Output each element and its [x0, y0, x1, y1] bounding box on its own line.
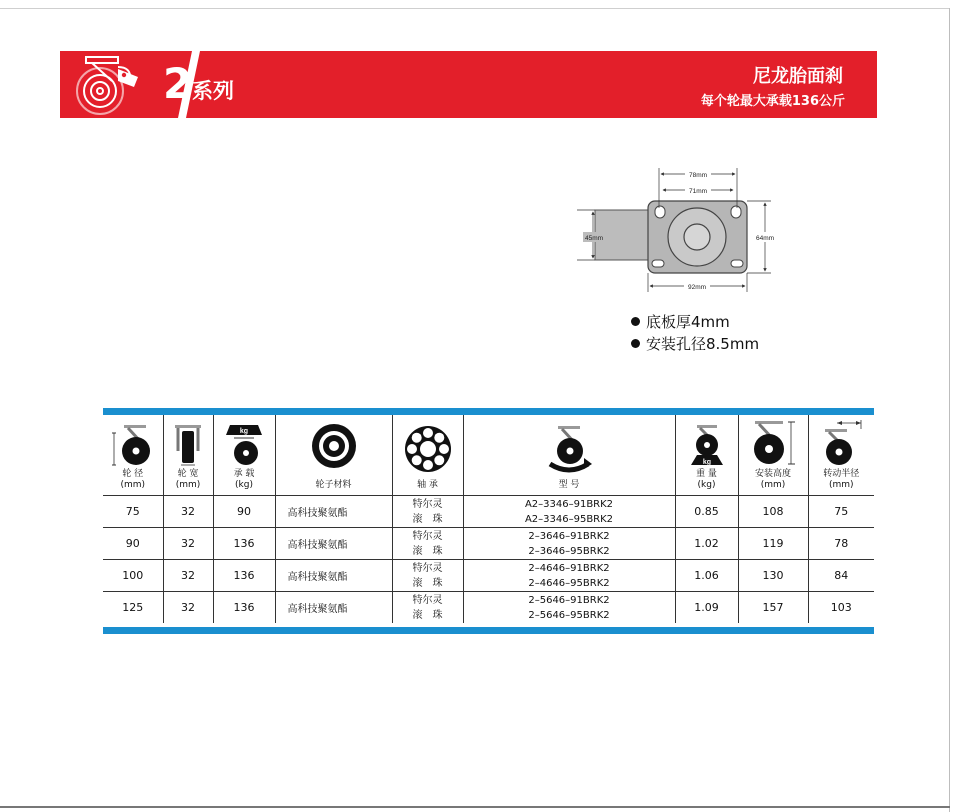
page-frame-bottom	[0, 806, 950, 808]
cell-bearing: 特尔灵 滚 珠	[392, 528, 463, 560]
cell-model: 2–3646–91BRK2 2–3646–95BRK2	[463, 528, 675, 560]
cell-width: 32	[163, 496, 213, 528]
page-frame-top	[0, 8, 950, 9]
table-row	[103, 560, 874, 592]
dim-bottom: 92mm	[687, 284, 707, 291]
swivel-brake-caster-icon	[544, 424, 594, 476]
header-radius: 转动半径 (mm)	[808, 415, 874, 496]
caster-weight-icon	[685, 423, 729, 467]
cell-weight: 1.06	[675, 560, 738, 592]
table-bottom-bar	[103, 627, 874, 634]
series-number: 2	[163, 59, 193, 108]
note-item: 底板厚4mm	[631, 311, 759, 333]
cell-load: 136	[213, 592, 275, 624]
cell-width: 32	[163, 528, 213, 560]
cell-width: 32	[163, 592, 213, 624]
cell-model: 2–5646–91BRK2 2–5646–95BRK2	[463, 592, 675, 624]
header-height: 安装高度 (mm)	[738, 415, 808, 496]
table-header-row	[103, 415, 874, 496]
dim-left: 45mm	[584, 235, 604, 242]
cell-diameter: 100	[103, 560, 163, 592]
bullet-icon	[631, 339, 640, 348]
cell-material: 高科技聚氨酯	[275, 496, 392, 528]
wheel-width-icon	[171, 423, 205, 467]
cell-bearing: 特尔灵 滚 珠	[392, 496, 463, 528]
cell-material: 高科技聚氨酯	[275, 528, 392, 560]
cell-diameter: 90	[103, 528, 163, 560]
note-item: 安装孔径8.5mm	[631, 333, 759, 355]
cell-radius: 84	[808, 560, 874, 592]
cell-model: A2–3346–91BRK2 A2–3346–95BRK2	[463, 496, 675, 528]
cell-weight: 1.02	[675, 528, 738, 560]
wheel-diameter-icon	[110, 423, 156, 467]
series-banner	[60, 51, 877, 118]
cell-material: 高科技聚氨酯	[275, 592, 392, 624]
table-row	[103, 592, 874, 624]
cell-height: 108	[738, 496, 808, 528]
cell-bearing: 特尔灵 滚 珠	[392, 560, 463, 592]
cell-diameter: 75	[103, 496, 163, 528]
header-bearing: 轴 承	[392, 415, 463, 496]
table-top-bar	[103, 408, 874, 415]
cell-load: 136	[213, 528, 275, 560]
dim-top-inner: 71mm	[688, 188, 708, 195]
plate-notes	[631, 311, 759, 355]
page-frame-right	[949, 8, 950, 812]
table-row	[103, 528, 874, 560]
header-weight: kg 重 量 (kg)	[675, 415, 738, 496]
spec-table	[103, 408, 874, 634]
header-load: kg 承 载 (kg)	[213, 415, 275, 496]
svg-text:kg: kg	[239, 428, 249, 435]
header-width: 轮 宽 (mm)	[163, 415, 213, 496]
cell-load: 90	[213, 496, 275, 528]
cell-load: 136	[213, 560, 275, 592]
top-plate-drawing	[575, 160, 785, 300]
ball-bearing-icon	[403, 424, 453, 474]
cell-weight: 0.85	[675, 496, 738, 528]
install-height-icon	[747, 419, 799, 467]
cell-height: 157	[738, 592, 808, 624]
banner-title: 尼龙胎面刹	[753, 66, 843, 87]
banner-subtitle: 每个轮最大承载136公斤	[700, 94, 845, 109]
wheel-material-icon	[310, 422, 358, 470]
cell-diameter: 125	[103, 592, 163, 624]
dim-right: 64mm	[755, 235, 775, 242]
series-label: 系列	[192, 79, 234, 103]
cell-model: 2–4646–91BRK2 2–4646–95BRK2	[463, 560, 675, 592]
header-material: 轮子材料	[275, 415, 392, 496]
cell-radius: 78	[808, 528, 874, 560]
table-row	[103, 496, 874, 528]
cell-radius: 75	[808, 496, 874, 528]
cell-height: 130	[738, 560, 808, 592]
header-diameter: 轮 径 (mm)	[103, 415, 163, 496]
header-model: 型 号	[463, 415, 675, 496]
load-weight-icon	[222, 423, 266, 467]
bullet-icon	[631, 317, 640, 326]
cell-weight: 1.09	[675, 592, 738, 624]
cell-material: 高科技聚氨酯	[275, 560, 392, 592]
svg-text:kg: kg	[702, 459, 711, 466]
dim-top-outer: 78mm	[688, 172, 708, 179]
cell-height: 119	[738, 528, 808, 560]
cell-bearing: 特尔灵 滚 珠	[392, 592, 463, 624]
swivel-radius-icon	[817, 419, 865, 467]
cell-radius: 103	[808, 592, 874, 624]
cell-width: 32	[163, 560, 213, 592]
